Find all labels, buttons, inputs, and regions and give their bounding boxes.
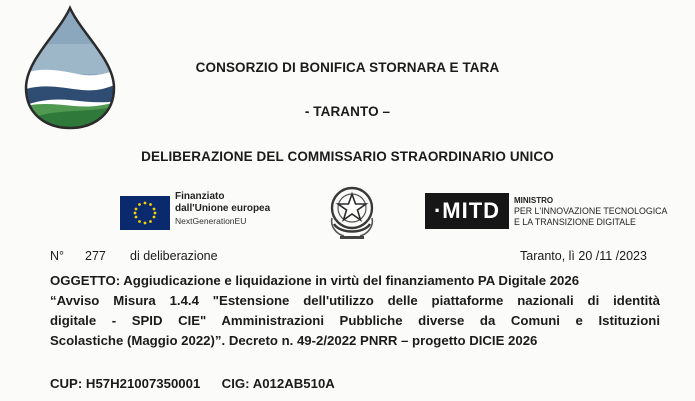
deliberation-suffix: di deliberazione bbox=[130, 249, 218, 263]
cig-code: A012AB510A bbox=[252, 376, 335, 391]
cup-label: CUP: bbox=[50, 376, 83, 391]
eu-flag-icon bbox=[120, 196, 170, 230]
city-line: - TARANTO – bbox=[304, 104, 391, 119]
eu-union-line: dall'Unione europea bbox=[175, 203, 271, 214]
organization-name: CONSORZIO DI BONIFICA STORNARA E TARA bbox=[195, 60, 500, 75]
deliberation-number: 277 bbox=[85, 249, 106, 263]
subject-line-1 bbox=[50, 271, 660, 291]
subject-line-2: “Avviso Misura 1.4.4 "Estensione dell'utilizzo delle piattaforme nazionali di identità bbox=[50, 293, 660, 308]
mitd-logo: ·MITD bbox=[425, 193, 509, 229]
codes-line bbox=[50, 374, 660, 394]
eu-program-line: NextGenerationEU bbox=[175, 216, 247, 226]
subject-label: OGGETTO: bbox=[50, 273, 121, 288]
document-type-title: DELIBERAZIONE DEL COMMISSARIO STRAORDINARIO UNICO bbox=[141, 149, 554, 164]
place-and-date: Taranto, lì 20 /11 /2023 bbox=[520, 249, 647, 263]
ministry-line-2: PER L'INNOVAZIONE TECNOLOGICA bbox=[514, 206, 668, 216]
subject-line-3: digitale - SPID CIE" Amministrazioni Pubbliche diverse da Comuni e Istituzioni bbox=[50, 313, 660, 328]
ministry-line-1: MINISTRO bbox=[514, 196, 554, 205]
italian-republic-emblem bbox=[326, 180, 378, 242]
ministry-line-3: E LA TRANSIZIONE DIGITALE bbox=[514, 217, 636, 227]
eu-funded-line: Finanziato bbox=[175, 191, 225, 202]
cup-code: H57H21007350001 bbox=[85, 376, 201, 391]
eu-funding-logo bbox=[120, 190, 290, 238]
cig-label: CIG: bbox=[221, 376, 250, 391]
subject-line-4: Scolastiche (Maggio 2022)”. Decreto n. 49-2/2022 PNRR – progetto DICIE 2026 bbox=[50, 333, 538, 348]
ministry-label bbox=[514, 195, 667, 228]
number-label: N° bbox=[50, 249, 65, 263]
subject-text-1: Aggiudicazione e liquidazione in virtù del finanziamento PA Digitale 2026 bbox=[123, 273, 580, 288]
